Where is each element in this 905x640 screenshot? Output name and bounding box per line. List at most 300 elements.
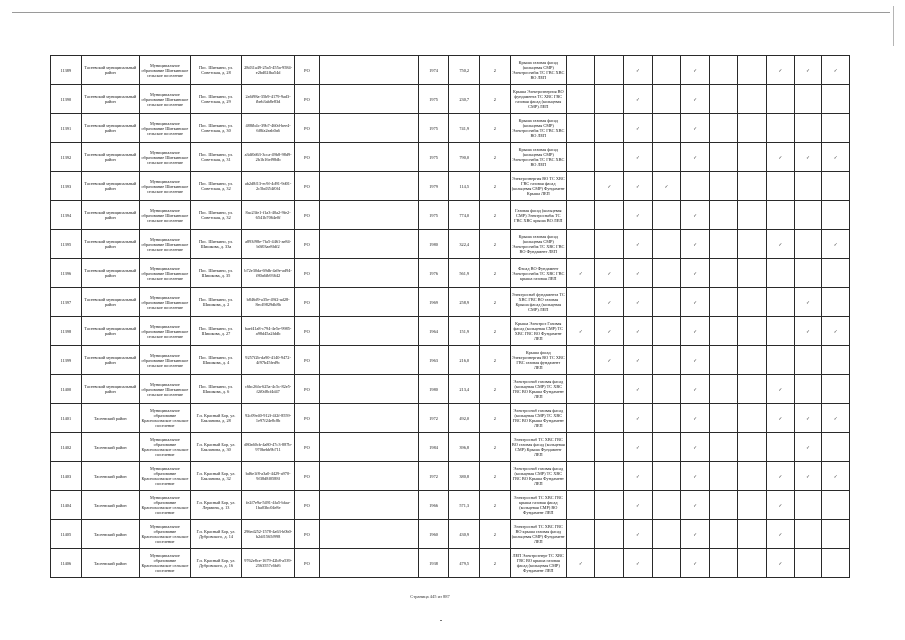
status-cell: РО [295,114,320,143]
check-mark-icon: ✓ [681,114,710,143]
table-row [51,520,850,549]
district-cell: Тасеевский муниципальный район [81,172,139,201]
empty-check-cell [566,346,595,375]
empty-check-cell [767,346,795,375]
count-cell: 2 [480,375,511,404]
table-row [51,172,850,201]
area-cell: 396,8 [449,433,480,462]
check-mark-icon: ✓ [624,491,653,520]
year-cell: 1969 [418,288,449,317]
guid-cell: 8ac23fe1-f1a3-40a2-9fe2-6541b7064e0f [242,201,295,230]
area-cell: 230,7 [449,85,480,114]
address-cell: Пос. Шиткино, ул. Советская, д. 28 [190,56,241,85]
check-mark-icon: ✓ [624,85,653,114]
area-cell: 571,3 [449,491,480,520]
year-cell: 1976 [418,259,449,288]
check-mark-icon: ✓ [624,520,653,549]
address-cell: Пос. Шиткино, ул. Шишкова, д. 35 [190,259,241,288]
municipality-cell: Муниципальное образование Шиткинское сельское поселение [139,143,190,172]
address-cell: Г.п. Красный Бор, ул. Лермина, д. 13 [190,491,241,520]
check-mark-icon: ✓ [624,346,653,375]
page-footer: Страница 445 из 887 [410,594,450,599]
empty-check-cell [595,520,624,549]
empty-check-cell [738,491,767,520]
check-mark-icon: ✓ [624,549,653,578]
check-mark-icon: ✓ [566,317,595,346]
municipality-cell: Муниципальное образование Шиткинское сельское поселение [139,114,190,143]
check-mark-icon: ✓ [595,288,624,317]
guid-cell: a893f98e-7fa5-4461-ae84-b0f03ae8fdf2 [242,230,295,259]
empty-check-cell [794,172,822,201]
blank-cell [319,491,418,520]
count-cell: 2 [480,491,511,520]
blank-cell [319,520,418,549]
empty-check-cell [738,114,767,143]
empty-check-cell [595,404,624,433]
empty-check-cell [709,288,738,317]
year-cell: 1938 [418,549,449,578]
check-mark-icon: ✓ [681,491,710,520]
table-row [51,56,850,85]
blank-cell [319,317,418,346]
table-row [51,259,850,288]
district-cell: Тасеевский муниципальный район [81,85,139,114]
empty-check-cell [822,85,850,114]
works-cell: Крыша Электроэ Газовая фасад (кольцевая СМР) ТС ХВС ГВС ВО Фундамент ЛЕП [510,317,566,346]
status-cell: РО [295,317,320,346]
check-mark-icon: ✓ [681,85,710,114]
row-id: 11399 [51,346,82,375]
blank-cell [319,201,418,230]
year-cell: 1980 [418,375,449,404]
guid-cell: a3df0d63-3cca-49b8-98d9-2b1b16ef98db [242,143,295,172]
municipality-cell: Муниципальное образование Шиткинское сельское поселение [139,201,190,230]
address-cell: Пос. Шиткино, ул. Шишкова, д. 4 [190,346,241,375]
check-mark-icon: ✓ [794,433,822,462]
empty-check-cell [794,520,822,549]
table-row [51,462,850,491]
table-row [51,114,850,143]
municipality-cell: Муниципальное образование Шиткинское сельское поселение [139,85,190,114]
area-cell: 114,5 [449,172,480,201]
blank-cell [319,462,418,491]
table-row [51,404,850,433]
district-cell: Тасеевский муниципальный район [81,346,139,375]
empty-check-cell [595,491,624,520]
guid-cell: 488fb4c-39b7-460d-bee4-6f8fa2eab0a6 [242,114,295,143]
blank-cell [319,172,418,201]
check-mark-icon: ✓ [624,259,653,288]
empty-check-cell [566,491,595,520]
row-id: 11398 [51,317,82,346]
empty-check-cell [595,85,624,114]
empty-check-cell [709,230,738,259]
year-cell: 1975 [418,85,449,114]
municipality-cell: Муниципальное образование Шиткинское сельское поселение [139,346,190,375]
empty-check-cell [822,375,850,404]
blank-cell [319,404,418,433]
works-cell: Крыша газовая фасад (кольцевая СМР) Электроснабж ТС ГВС ХВС ВО ЛЕП [510,56,566,85]
check-mark-icon: ✓ [624,114,653,143]
empty-check-cell [794,346,822,375]
status-cell: РО [295,172,320,201]
check-mark-icon: ✓ [624,462,653,491]
area-cell: 774,0 [449,201,480,230]
status-cell: РО [295,549,320,578]
works-cell: Электроснаб ТС ХВС ГВС ВО газовая фасад (кольцевая СМР) Крыша Фундамент ЛЕП [510,433,566,462]
district-cell: Тасеевский район [81,549,139,578]
empty-check-cell [566,375,595,404]
empty-check-cell [652,549,681,578]
table-row [51,230,850,259]
district-cell: Тасеевский муниципальный район [81,375,139,404]
check-mark-icon: ✓ [595,346,624,375]
area-cell: 741,9 [449,114,480,143]
empty-check-cell [566,520,595,549]
empty-check-cell [709,375,738,404]
count-cell: 2 [480,317,511,346]
empty-check-cell [566,143,595,172]
area-cell: 430,9 [449,520,480,549]
table-row [51,143,850,172]
page-top-border [12,12,890,13]
empty-check-cell [767,85,795,114]
guid-cell: fe2f7e9a-5491-4fa5-bfaa-1ba03bc04e8e [242,491,295,520]
check-mark-icon: ✓ [566,259,595,288]
check-mark-icon: ✓ [794,462,822,491]
empty-check-cell [794,549,822,578]
district-cell: Тасеевский муниципальный район [81,317,139,346]
address-cell: Пос. Шиткино, ул. Советская, д. 29 [190,85,241,114]
check-mark-icon: ✓ [767,549,795,578]
empty-check-cell [709,433,738,462]
count-cell: 2 [480,143,511,172]
area-cell: 790,0 [449,143,480,172]
empty-check-cell [652,288,681,317]
address-cell: Г.п. Красный Бор, ул. Дубровского, д. 14 [190,520,241,549]
check-mark-icon: ✓ [681,433,710,462]
empty-check-cell [709,549,738,578]
district-cell: Тасеевский муниципальный район [81,114,139,143]
page-corner-mark [893,6,894,46]
district-cell: Тасеевский муниципальный район [81,259,139,288]
check-mark-icon: ✓ [681,201,710,230]
blank-cell [319,114,418,143]
row-id: 11400 [51,375,82,404]
status-cell: РО [295,491,320,520]
empty-check-cell [652,259,681,288]
empty-check-cell [738,288,767,317]
empty-check-cell [681,172,710,201]
empty-check-cell [595,549,624,578]
row-id: 11406 [51,549,82,578]
table-row [51,85,850,114]
empty-check-cell [738,259,767,288]
check-mark-icon: ✓ [767,375,795,404]
empty-check-cell [595,375,624,404]
table-row [51,201,850,230]
address-cell: Пос. Шиткино, ул. Советская, д. 31 [190,143,241,172]
check-mark-icon: ✓ [767,230,795,259]
count-cell: 2 [480,288,511,317]
empty-check-cell [738,143,767,172]
empty-check-cell [652,491,681,520]
row-id: 11397 [51,288,82,317]
count-cell: 2 [480,201,511,230]
blank-cell [319,85,418,114]
address-cell: Г.п. Красный Бор, ул. Бакланова, д. 32 [190,462,241,491]
check-mark-icon: ✓ [681,549,710,578]
check-mark-icon: ✓ [794,317,822,346]
scan-dot [440,620,442,621]
empty-check-cell [595,114,624,143]
check-mark-icon: ✓ [681,346,710,375]
empty-check-cell [566,404,595,433]
check-mark-icon: ✓ [767,404,795,433]
check-mark-icon: ✓ [566,549,595,578]
year-cell: 1960 [418,520,449,549]
empty-check-cell [652,462,681,491]
row-id: 11404 [51,491,82,520]
empty-check-cell [595,56,624,85]
empty-check-cell [822,201,850,230]
count-cell: 2 [480,433,511,462]
empty-check-cell [822,433,850,462]
empty-check-cell [794,491,822,520]
empty-check-cell [767,114,795,143]
guid-cell: b72e30da-69db-4a9e-ad94-f80a6fb93642 [242,259,295,288]
check-mark-icon: ✓ [624,288,653,317]
empty-check-cell [822,114,850,143]
check-mark-icon: ✓ [624,143,653,172]
empty-check-cell [738,172,767,201]
empty-check-cell [652,433,681,462]
count-cell: 2 [480,549,511,578]
status-cell: РО [295,259,320,288]
municipality-cell: Муниципальное образование Шиткинское сельское поселение [139,259,190,288]
table-row [51,433,850,462]
table-row [51,288,850,317]
year-cell: 1975 [418,201,449,230]
works-cell: Газовая фасад (кольцевая СМР) Электроснабж ТС ГВС ХВС крыша ВО ЛЕП [510,201,566,230]
table-row [51,491,850,520]
works-cell: Крыша газовая фасад (кольцевая СМР) Электроснабж ТС ГВС ХВС ВО ЛЕП [510,143,566,172]
year-cell: 1975 [418,114,449,143]
count-cell: 2 [480,346,511,375]
empty-check-cell [794,114,822,143]
address-cell: Пос. Шиткино, ул. Шишкова, д. 6 [190,375,241,404]
guid-cell: 92c09e40-912f-4f2f-8559-1e97f24e8c8b [242,404,295,433]
check-mark-icon: ✓ [767,462,795,491]
empty-check-cell [794,85,822,114]
year-cell: 1980 [418,230,449,259]
empty-check-cell [652,56,681,85]
district-cell: Тасеевский район [81,462,139,491]
status-cell: РО [295,201,320,230]
address-cell: Пос. Шиткино, ул. Советская, д. 30 [190,114,241,143]
area-cell: 479,5 [449,549,480,578]
table-row [51,317,850,346]
empty-check-cell [767,288,795,317]
empty-check-cell [566,462,595,491]
works-cell: Электроснаб ТС ХВС ГВС ВО крыша газовая фасад (кольцевая СМР) Фундамент ЛЕП [510,520,566,549]
row-id: 11396 [51,259,82,288]
empty-check-cell [738,56,767,85]
empty-check-cell [738,433,767,462]
empty-check-cell [709,520,738,549]
status-cell: РО [295,85,320,114]
empty-check-cell [738,201,767,230]
year-cell: 1979 [418,172,449,201]
blank-cell [319,259,418,288]
address-cell: Г.п. Красный Бор, ул. Дубровского, д. 16 [190,549,241,578]
empty-check-cell [738,520,767,549]
year-cell: 1975 [418,143,449,172]
check-mark-icon: ✓ [624,56,653,85]
empty-check-cell [652,375,681,404]
status-cell: РО [295,520,320,549]
district-cell: Тасеевский муниципальный район [81,288,139,317]
empty-check-cell [767,201,795,230]
empty-check-cell [822,288,850,317]
empty-check-cell [652,317,681,346]
check-mark-icon: ✓ [767,56,795,85]
address-cell: Пос. Шиткино, ул. Советская, д. 32 [190,201,241,230]
empty-check-cell [822,491,850,520]
empty-check-cell [566,56,595,85]
works-cell: Фасад ВО Фундамент Электроснабж ТС ХВС ГВС крыша газовая ЛЕП [510,259,566,288]
status-cell: РО [295,375,320,404]
empty-check-cell [709,172,738,201]
check-mark-icon: ✓ [681,56,710,85]
works-cell: Крыша газовая фасад (кольцевая СМР) Электроснабж ТС ХВС ГВС ВО Фундамент ЛЕП [510,230,566,259]
check-mark-icon: ✓ [624,433,653,462]
address-cell: Пос. Шиткино, ул. Шишкова, д. 2 [190,288,241,317]
count-cell: 2 [480,56,511,85]
status-cell: РО [295,404,320,433]
municipality-cell: Муниципальное образование Краснохолмское сельское поселение [139,404,190,433]
year-cell: 1972 [418,404,449,433]
empty-check-cell [652,230,681,259]
empty-check-cell [738,85,767,114]
empty-check-cell [566,433,595,462]
empty-check-cell [566,85,595,114]
check-mark-icon: ✓ [767,491,795,520]
empty-check-cell [709,346,738,375]
empty-check-cell [652,520,681,549]
area-cell: 750,2 [449,56,480,85]
works-cell: Электроэнергия ВО ТС ХВС ГВС газовая фасад (кольцевая СМР) Фундамент Крыша ЛЕП [510,172,566,201]
empty-check-cell [767,259,795,288]
empty-check-cell [794,375,822,404]
row-id: 11401 [51,404,82,433]
municipality-cell: Муниципальное образование Шиткинское сельское поселение [139,288,190,317]
empty-check-cell [709,114,738,143]
empty-check-cell [566,230,595,259]
area-cell: 380,8 [449,462,480,491]
municipality-cell: Муниципальное образование Шиткинское сельское поселение [139,230,190,259]
check-mark-icon: ✓ [624,317,653,346]
works-cell: Электроснаб газовая фасад (кольцевая СМР) ТС ХВС ГВС ВО Крыша Фундамент ЛЕП [510,375,566,404]
empty-check-cell [652,404,681,433]
status-cell: РО [295,433,320,462]
guid-cell: d80a60cb-4a80-47c3-887b-970bebb9b711 [242,433,295,462]
check-mark-icon: ✓ [681,462,710,491]
check-mark-icon: ✓ [624,375,653,404]
empty-check-cell [595,433,624,462]
empty-check-cell [822,549,850,578]
empty-check-cell [709,201,738,230]
check-mark-icon: ✓ [794,404,822,433]
year-cell: 1974 [418,56,449,85]
empty-check-cell [738,462,767,491]
row-id: 11405 [51,520,82,549]
count-cell: 2 [480,259,511,288]
municipality-cell: Муниципальное образование Шиткинское сельское поселение [139,56,190,85]
row-id: 11395 [51,230,82,259]
status-cell: РО [295,56,320,85]
district-cell: Тасеевский район [81,404,139,433]
status-cell: РО [295,143,320,172]
status-cell: РО [295,346,320,375]
guid-cell: 9257f2b-da90-4140-9472-4f97b45fed9c [242,346,295,375]
empty-check-cell [767,172,795,201]
empty-check-cell [566,201,595,230]
check-mark-icon: ✓ [767,520,795,549]
area-cell: 258,9 [449,288,480,317]
check-mark-icon: ✓ [652,172,681,201]
district-cell: Тасеевский муниципальный район [81,230,139,259]
empty-check-cell [566,172,595,201]
check-mark-icon: ✓ [767,143,795,172]
status-cell: РО [295,230,320,259]
empty-check-cell [709,56,738,85]
guid-cell: c6bc26fa-625a-4c5c-82e5-f2f0d8cf4d47 [242,375,295,404]
guid-cell: 9762e8ce-1679-42b8-a539-2563557c6bf6 [242,549,295,578]
empty-check-cell [738,404,767,433]
check-mark-icon: ✓ [624,201,653,230]
housing-register-table [50,55,850,578]
check-mark-icon: ✓ [595,259,624,288]
guid-cell: b846d9-a35e-49f2-ad28-8ec49829db8b [242,288,295,317]
row-id: 11390 [51,85,82,114]
empty-check-cell [822,172,850,201]
status-cell: РО [295,288,320,317]
blank-cell [319,433,418,462]
empty-check-cell [822,346,850,375]
municipality-cell: Муниципальное образование Краснохолмское сельское поселение [139,433,190,462]
check-mark-icon: ✓ [822,317,850,346]
district-cell: Тасеевский район [81,491,139,520]
empty-check-cell [652,201,681,230]
row-id: 11389 [51,56,82,85]
empty-check-cell [767,433,795,462]
works-cell: ЛЕП Электроэнерг ТС ХВС ГВС ВО крыша газовая фасад (кольцевая СМР) Фундамент ЛЕП [510,549,566,578]
row-id: 11403 [51,462,82,491]
works-cell: Электроснаб ТС ХВС ГВС крыша газовая фасад (кольцевая СМР) ВО Фундамент ЛЕП [510,491,566,520]
check-mark-icon: ✓ [794,288,822,317]
empty-check-cell [738,375,767,404]
empty-check-cell [595,201,624,230]
count-cell: 2 [480,520,511,549]
municipality-cell: Муниципальное образование Шиткинское сельское поселение [139,172,190,201]
count-cell: 2 [480,114,511,143]
area-cell: 561,9 [449,259,480,288]
check-mark-icon: ✓ [681,404,710,433]
municipality-cell: Муниципальное образование Краснохолмское сельское поселение [139,549,190,578]
check-mark-icon: ✓ [794,56,822,85]
area-cell: 322,4 [449,230,480,259]
